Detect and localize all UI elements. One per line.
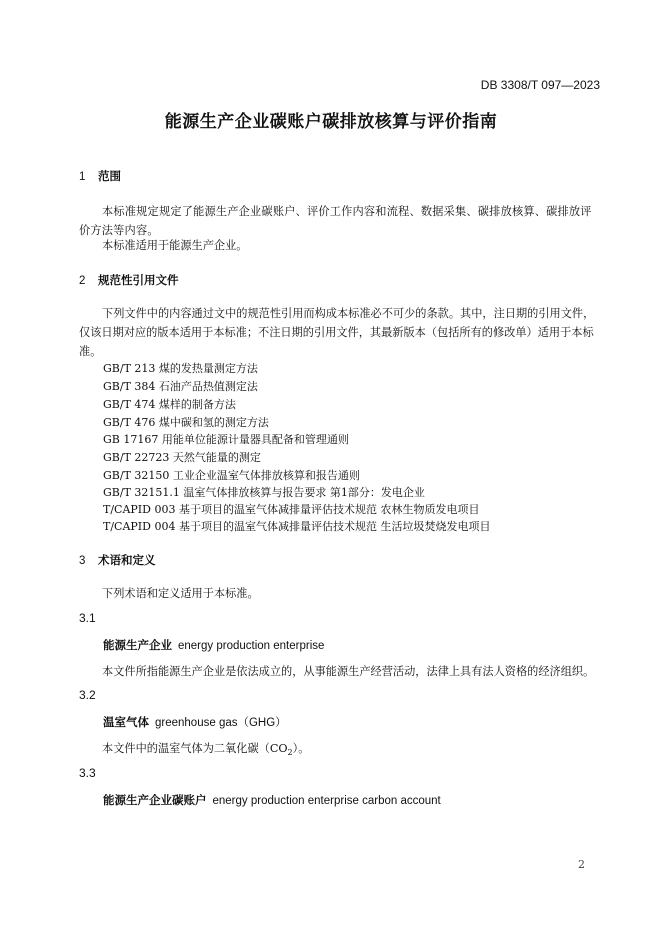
reference-item: GB/T 32150 工业企业温室气体排放核算和报告通则 [103, 469, 360, 482]
term-definition: 本文件所指能源生产企业是依法成立的，从事能源生产经营活动，法律上具有法人资格的经济组织。 [102, 665, 595, 678]
scope-paragraph: 本标准规定规定了能源生产企业碳账户、评价工作内容和流程、数据采集、碳排放核算、碳排放评价方法等内容。 [79, 205, 592, 237]
subscript-2: 2 [287, 748, 293, 758]
document-title: 能源生产企业碳账户碳排放核算与评价指南 [164, 112, 498, 131]
reference-item: GB/T 213 煤的发热量测定方法 [103, 362, 258, 375]
term-entry [103, 792, 441, 808]
reference-item: GB/T 476 煤中碳和氢的测定方法 [103, 416, 269, 429]
reference-item: GB/T 22723 天然气能量的测定 [103, 451, 261, 464]
section-number: 3 [79, 555, 86, 567]
term-entry [103, 714, 287, 730]
reference-item: GB/T 384 石油产品热值测定法 [103, 380, 258, 393]
document-code: DB 3308/T 097—2023 [480, 78, 600, 92]
references-intro: 下列文件中的内容通过文中的规范性引用而构成本标准必不可少的条款。其中，注日期的引用文件，仅该日期对应的版本适用于本标准；不注日期的引用文件，其最新版本（包括所有的修改单）适用于本标准。 [79, 307, 595, 358]
term-chinese: 能源生产企业 [103, 640, 172, 652]
term-definition [102, 739, 309, 762]
section-heading-terms [79, 552, 156, 568]
term-english: energy production enterprise carbon account [212, 795, 441, 807]
section-number: 1 [79, 171, 86, 183]
clause-number: 3.1 [79, 611, 96, 625]
section-title: 规范性引用文件 [98, 275, 179, 287]
reference-item: GB 17167 用能单位能源计量器具配备和管理通则 [103, 433, 349, 446]
clause-number: 3.2 [79, 688, 96, 702]
section-number: 2 [79, 275, 86, 287]
section-title: 范围 [98, 171, 121, 183]
term-english: greenhouse gas（GHG） [155, 717, 287, 729]
term-english: energy production enterprise [178, 640, 325, 652]
term-entry [103, 637, 324, 653]
section-heading-normative-references [79, 272, 179, 288]
definition-text: 本文件中的温室气体为二氧化碳（CO [102, 742, 288, 755]
term-chinese: 温室气体 [103, 717, 149, 729]
clause-number: 3.3 [79, 766, 96, 780]
section-title: 术语和定义 [98, 555, 156, 567]
page-number: 2 [578, 858, 585, 871]
terms-intro: 下列术语和定义适用于本标准。 [102, 587, 259, 600]
definition-text: ）。 [292, 742, 310, 755]
reference-item: T/CAPID 004 基于项目的温室气体减排量评估技术规范 生活垃圾焚烧发电项目 [103, 520, 491, 533]
reference-item: GB/T 474 煤样的制备方法 [103, 398, 236, 411]
reference-item: T/CAPID 003 基于项目的温室气体减排量评估技术规范 农林生物质发电项目 [103, 503, 480, 516]
term-chinese: 能源生产企业碳账户 [103, 795, 207, 807]
scope-applicability: 本标准适用于能源生产企业。 [102, 239, 248, 252]
reference-item: GB/T 32151.1 温室气体排放核算与报告要求 第1部分：发电企业 [103, 486, 425, 499]
section-heading-scope [79, 168, 121, 184]
